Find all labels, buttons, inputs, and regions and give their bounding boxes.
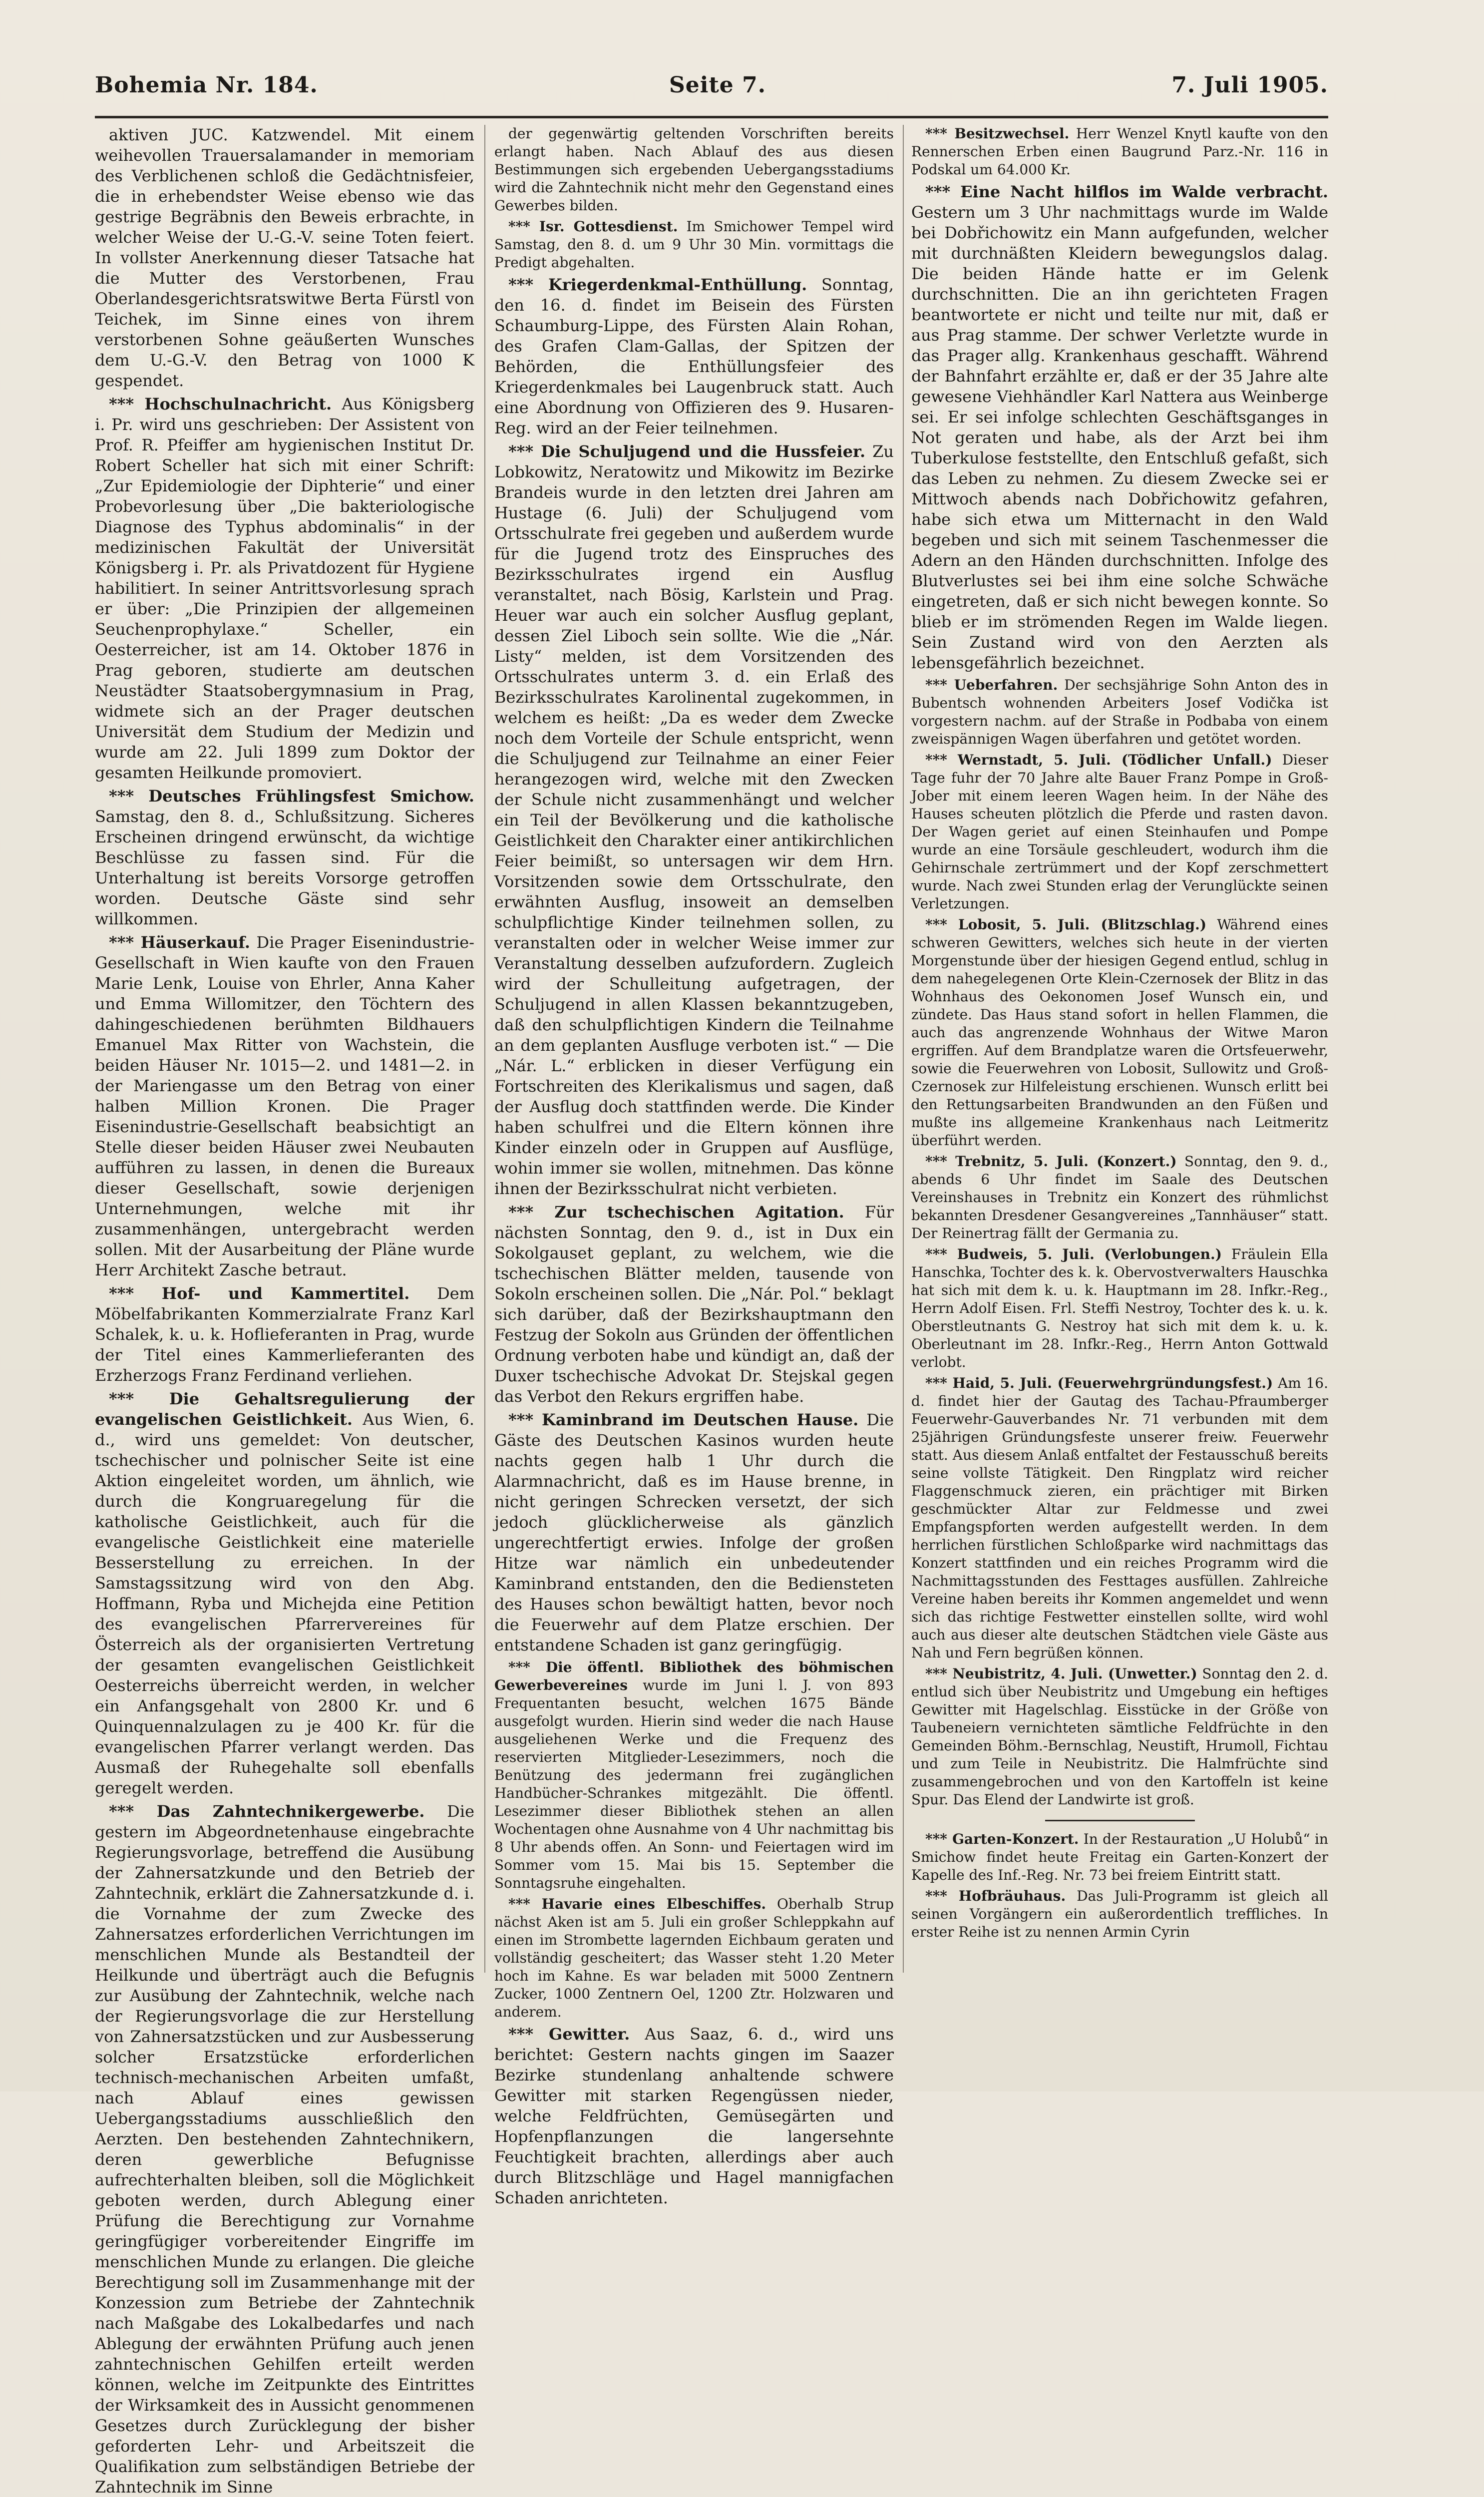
item-text: Dieser Tage fuhr der 70 Jahre alte Bauer Franz Pompe in Groß-Jober mit einem leeren Wagen heim. In der Nähe des Hauses scheuten plötzlich die Pferde und rasten davon. Der Wagen geriet auf einen Steinhaufen und Pompe wurde an eine Torsäule geschleudert, wodurch ihm die Gehirnschale zertrümmert und der Kopf zerschmettert wurde. Nach zwei Stunden erlag der Verunglückte seinen Verletzungen.: [911, 752, 1328, 912]
item-headline: Haid, 5. Juli. (Feuerwehrgründungsfest.): [952, 1375, 1273, 1391]
column-divider: [484, 125, 485, 1973]
news-item: [911, 1246, 1328, 1371]
news-item: [911, 125, 1328, 179]
item-marker: ***: [508, 2025, 549, 2044]
news-item: [494, 1895, 894, 2021]
item-text: Aus Saaz, 6. d., wird uns berichtet: Gestern nachts gingen im Saazer Bezirke stundenlang anhaltende schwere Gewitter mit starken Regengüssen nieder, welche Feldfrüchten, Gemüsegärten und Hopfenpflanzungen die langersehnte Feuchtigkeit brachten, allerdings aber auch durch Blitzschläge und Hagel mannigfachen Schaden anrichteten.: [494, 2025, 894, 2207]
item-marker: ***: [109, 1802, 157, 1821]
page-number: Seite 7.: [669, 72, 766, 98]
news-item: [494, 441, 894, 1199]
item-text: der gegenwärtig geltenden Vorschriften bereits erlangt haben. Nach Ablauf des aus diesen Bestimmungen sich ergebenden Uebergangsstadiums wird die Zahntechnik nicht mehr den Gegenstand eines Gewerbes bilden.: [494, 125, 894, 214]
item-text: Gestern um 3 Uhr nachmittags wurde im Walde bei Dobřichowitz ein Mann aufgefunden, welcher mit durchnäßten Kleidern bewegungslos dalag. Die beiden Hände hatte er im Gelenk durchschnitten. Die an ihn gerichteten Fragen beantwortete er nicht und teilte nur mit, daß er aus Prag stamme. Der schwer Verletzte wurde in das Prager allg. Krankenhaus geschafft. Während der Bahnfahrt erzählte er, daß er der 35 Jahre alte gewesene Viehhändler Karl Nattera aus Weinberge sei. Er sei infolge schlechten Geschäftsganges in Not geraten und habe, als der Arzt bei ihm Tuberkulose feststellte, den Entschluß gefaßt, sich das Leben zu nehmen. Zu diesem Zwecke sei er Mittwoch abends nach Dobřichowitz gefahren, habe sich etwa um Mitternacht in den Wald begeben und sich mit seinem Taschenmesser die Adern an den Händen durchschnitten. Infolge des Blutverlustes sei bei ihm eine solche Schwäche eingetreten, daß er sich nicht bewegen konnte. So blieb er im strömenden Regen im Walde liegen. Sein Zustand wird von den Aerzten als lebensgefährlich bezeichnet.: [911, 203, 1328, 672]
item-marker: ***: [508, 218, 539, 235]
item-text: Während eines schweren Gewitters, welches sich heute in der vierten Morgenstunde über der hiesigen Gegend entlud, schlug in dem nahegelegenen Orte Klein-Czernosek der Blitz in das Wohnhaus des Oekonomen Josef Wunsch ein, und zündete. Das Haus stand sofort in hellen Flammen, die auch das angrenzende Wohnhaus der Witwe Maron ergriffen. Auf dem Brandplatze waren die Ortsfeuerwehr, sowie die Feuerwehren von Lobosit, Sullowitz und Groß-Czernosek zur Hilfeleistung erschienen. Wunsch erlitt bei den Rettungsarbeiten Brandwunden an den Füßen und mußte ins allgemeine Krankenhaus nach Leitmeritz überführt werden.: [911, 916, 1328, 1149]
item-headline: Die öffentl. Bibliothek des böhmischen Gewerbevereines: [494, 1659, 894, 1693]
item-marker: ***: [109, 787, 149, 806]
item-text: Aus Königsberg i. Pr. wird uns geschrieben: Der Assistent von Prof. R. Pfeiffer am hygienischen Institut Dr. Robert Scheller hat sich mit einer Schrift: „Zur Epidemiologie der Diphterie“ und einer Probevorlesung über „Die bakteriologische Diagnose des Typhus abdominalis“ in der medizinischen Fakultät der Universität Königsberg i. Pr. als Privatdozent für Hygiene habilitiert. In seiner Antrittsvorlesung sprach er über: „Die Prinzipien der allgemeinen Seuchenprophylaxe.“ Scheller, ein Oesterreicher, ist am 14. Oktober 1876 in Prag geboren, studierte am deutschen Neustädter Staatsobergymnasium in Prag, widmete sich an der Prager deutschen Universität dem Studium der Medizin und wurde am 22. Juli 1899 zum Doktor der gesamten Heilkunde promoviert.: [95, 395, 474, 782]
item-marker: ***: [925, 677, 954, 693]
item-marker: ***: [925, 916, 958, 933]
news-item: [494, 275, 894, 438]
item-text: Für nächsten Sonntag, den 9. d., ist in Dux ein Sokolgauset geplant, zu welchem, wie die tschechischen Blätter melden, tausende von Sokoln erscheinen sollen. Die „Nár. Pol.“ beklagt sich darüber, daß der Bezirkshauptmann den Festzug der Sokoln aus Gründen der öffentlichen Ordnung verboten habe und kündigt an, daß der Duxer tschechische Advokat Dr. Stejskal gegen das Verbot den Rekurs ergriffen habe.: [494, 1203, 894, 1406]
column-left: [95, 125, 475, 2497]
item-headline: Kriegerdenkmal-Enthüllung.: [548, 275, 807, 294]
header-rule: [95, 116, 1328, 118]
item-headline: Die Schuljugend und die Hussfeier.: [541, 442, 866, 461]
item-headline: Eine Nacht hilflos im Walde verbracht.: [960, 182, 1329, 201]
news-item: [95, 786, 474, 929]
item-marker: ***: [925, 752, 958, 768]
item-marker: ***: [109, 1284, 162, 1303]
news-item: [911, 1887, 1328, 1941]
item-marker: ***: [925, 1375, 953, 1391]
item-text: Fräulein Ella Hanschka, Tochter des k. k. Obervostverwalters Hauschka hat sich mit dem k. u. k. Hauptmann im 28. Infkr.-Reg., Herrn Adolf Eisen. Frl. Steffi Nestroy, Tochter des k. u. k. Oberstleutnants G. Nestroy hat sich mit dem k. u. k. Oberleutnant im 28. Infkr.-Reg., Herrn Anton Gottwald verlobt.: [911, 1246, 1328, 1370]
news-item: [911, 676, 1328, 748]
item-text: Am 16. d. findet hier der Gautag des Tachau-Pfraumberger Feuerwehr-Gauverbandes Nr. 71 verbunden mit dem 25jährigen Gründungsfeste unserer freiw. Feuerwehr statt. Aus diesem Anlaß entfaltet der Festausschuß bereits seine vollste Tätigkeit. Den Ringplatz wird reicher Flaggenschmuck zieren, ein prächtiger mit Birken geschmückter Altar zur Feldmesse und zwei Empfangspforten werden aufgestellt werden. In dem herrlichen fürstlichen Schloßparke wird nachmittags das Konzert stattfinden und ein reiches Programm wird die Nachmittagsstunden des Festtages ausfüllen. Zahlreiche Vereine haben bereits ihr Kommen angemeldet und wenn sich das richtige Festwetter einstellen sollte, wird wohl auch aus dieser alte deutschen Städtchen viele Gäste aus Nah und Fern begrüßen können.: [911, 1375, 1328, 1661]
item-text: Zu Lobkowitz, Neratowitz und Mikowitz im Bezirke Brandeis wurde in den letzten drei Jahren am Hustage (6. Juli) der Schuljugend vom Ortsschulrate frei gegeben und außerdem wurde für die Jugend trotz des Einspruches des Bezirksschulrates irgend ein Ausflug veranstaltet, nach Bösig, Karlstein und Prag. Heuer war auch ein solcher Ausflug geplant, dessen Ziel Liboch sein sollte. Wie die „Nár. Listy“ melden, ist dem Vorsitzenden des Ortsschulrates unterm 3. d. ein Erlaß des Bezirksschulrates Karolinental zugekommen, in welchem es heißt: „Da es weder dem Zwecke noch dem Vorteile der Schule entspricht, wenn die Schuljugend zur Teilnahme an einer Feier herangezogen wird, welche mit den Zwecken der Schule nicht zusammenhängt und welcher ein Teil der Bevölkerung und die katholische Geistlichkeit den Charakter einer antikirchlichen Feier beimißt, so untersagen wir dem Hrn. Vorsitzenden sowie dem Ortsschulrate, den erwähnten Ausflug, insoweit an demselben schulpflichtige Kinder teilnehmen sollen, zu veranstalten oder in welcher Weise immer zur Veranstaltung desselben aufzufordern. Zugleich wird der Schulleitung aufgetragen, der Schuljugend in allen Klassen bekanntzugeben, daß den schulpflichtigen Kindern die Teilnahme an dem geplanten Ausfluge verboten ist.“ — Die „Nár. L.“ erblicken in dieser Verfügung ein Fortschreiten des Klerikalismus und sagen, daß der Ausflug doch stattfinden werde. Die Kinder haben schulfrei und die Eltern können ihre Kinder einzeln oder in Gruppen auf Ausflüge, wohin immer sie wollen, mitnehmen. Das könne ihnen der Bezirksschulrat nicht verbieten.: [494, 442, 894, 1198]
news-item: [911, 916, 1328, 1150]
item-text: Herr Wenzel Knytl kaufte von den Rennerschen Erben einen Baugrund Parz.-Nr. 116 in Podskal um 64.000 Kr.: [911, 125, 1328, 178]
news-item: [911, 1153, 1328, 1243]
news-item: [494, 1202, 894, 1407]
item-text: Die Gäste des Deutschen Kasinos wurden heute nachts gegen halb 1 Uhr durch die Alarmnachricht, daß es im Hause brenne, in nicht geringen Schrecken versetzt, der sich jedoch glücklicherweise als gänzlich ungerechtfertigt erwies. Infolge der großen Hitze war nämlich ein unbedeutender Kaminbrand entstanden, den die Bediensteten des Hauses schon bewältigt hatten, bevor noch die Feuerwehr auf dem Platze erschien. Der entstandene Schaden ist ganz geringfügig.: [494, 1410, 894, 1655]
item-headline: Häuserkauf.: [140, 933, 251, 952]
item-marker: ***: [925, 125, 955, 142]
item-headline: Garten-Konzert.: [952, 1831, 1079, 1847]
news-item: [494, 218, 894, 272]
item-headline: Das Zahntechnikergewerbe.: [156, 1802, 425, 1821]
item-marker: ***: [508, 1659, 546, 1675]
news-item: [95, 394, 474, 783]
item-text: aktiven JUC. Katzwendel. Mit einem weihevollen Trauersalamander in memoriam des Verblichenen schloß die Gedächtnisfeier, die in erhebendster Weise ebenso wie das gestrige Begräbnis den Beweis erbrachte, in welcher Weise der U.-G.-V. seine Toten feiert. In vollster Anerkennung dieser Tatsache hat die Mutter des Verstorbenen, Frau Oberlandesgerichtsratswitwe Berta Fürstl von Teichek, im Sinne eines von ihrem verstorbenen Sohne geäußerten Wunsches dem U.-G.-V. den Betrag von 1000 K gespendet.: [95, 125, 474, 390]
column-middle: [494, 125, 894, 2207]
item-text: Sonntag, den 9. d., abends 6 Uhr findet im Saale des Deutschen Vereinshauses in Trebnitz ein Konzert des rühmlichst bekannten Dresdener Gesangvereines „Tannhäuser“ statt. Der Reinertrag fällt der Germania zu.: [911, 1153, 1328, 1242]
item-marker: ***: [508, 1410, 542, 1429]
item-marker: ***: [109, 395, 145, 414]
news-item: [911, 1374, 1328, 1662]
page-header: [95, 72, 1328, 107]
item-headline: Gewitter.: [549, 2025, 630, 2044]
news-item: [911, 751, 1328, 913]
item-text: Das Juli-Programm ist gleich all seinen Vorgängern ein außerordentlich treffliches. In erster Reihe ist zu nennen Armin Cyrin: [911, 1888, 1328, 1940]
news-item: [95, 125, 474, 391]
item-headline: Trebnitz, 5. Juli. (Konzert.): [955, 1153, 1177, 1170]
issue-date: 7. Juli 1905.: [1171, 72, 1328, 98]
item-text: Sonntag, den 16. d. findet im Beisein des Fürsten Schaumburg-Lippe, des Fürsten Alain Rohan, des Grafen Clam-Gallas, der Spitzen der Behörden, die Enthüllungsfeier des Kriegerdenkmales bei Laugenbruck statt. Auch eine Abordnung von Offizieren des 9. Husaren-Reg. wird an der Feier teilnehmen.: [494, 275, 894, 437]
item-marker: ***: [508, 442, 541, 461]
news-item: [95, 932, 474, 1280]
item-text: wurde im Juni l. J. von 893 Frequentanten besucht, welchen 1675 Bände ausgefolgt wurden. Hierin sind weder die nach Hause ausgeliehenen Werke und die Frequenz des reservierten Mitglieder-Lesezimmers, noch die Benützung des jedermann frei zugänglichen Handbücher-Schrankes mitgezählt. Die öffentl. Lesezimmer dieser Bibliothek stehen an allen Wochentagen ohne Ausnahme von 4 Uhr nachmittag bis 8 Uhr abends offen. An Sonn- und Feiertagen wird im Sommer vom 15. Mai bis 15. September die Sonntagsruhe eingehalten.: [494, 1677, 894, 1891]
item-headline: Zur tschechischen Agitation.: [554, 1203, 844, 1222]
item-headline: Ueberfahren.: [954, 677, 1058, 693]
item-marker: ***: [925, 1888, 959, 1904]
item-headline: Isr. Gottesdienst.: [539, 218, 678, 235]
item-text: Die Prager Eisenindustrie-Gesellschaft in Wien kaufte von den Frauen Marie Lenk, Louise von Ehrler, Anna Kaher und Emma Willomitzer, den Töchtern des dahingeschiedenen berühmten Bildhauers Emanuel Max Ritter von Wachstein, die beiden Häuser Nr. 1015—2. und 1481—2. in der Mariengasse um den Betrag von einer halben Million Kronen. Die Prager Eisenindustrie-Gesellschaft beabsichtigt an Stelle dieser beiden Häuser zwei Neubauten aufführen zu lassen, in denen die Bureaux dieser Gesellschaft, sowie derjenigen Unternehmungen, welche mit ihr zusammenhängen, untergebracht werden sollen. Mit der Ausarbeitung der Pläne wurde Herr Architekt Zasche betraut.: [95, 933, 475, 1279]
news-item: [494, 2024, 894, 2208]
masthead-issue: Bohemia Nr. 184.: [95, 72, 318, 98]
item-marker: ***: [109, 1389, 169, 1408]
column-divider: [903, 125, 904, 1973]
news-item: [95, 1801, 474, 2497]
item-text: Dem Möbelfabrikanten Kommerzialrate Franz Karl Schalek, k. u. k. Hoflieferanten in Prag, wurde der Titel eines Kammerlieferanten des Erzherzogs Franz Ferdinand verliehen.: [95, 1284, 475, 1385]
item-headline: Lobosit, 5. Juli. (Blitzschlag.): [958, 916, 1207, 933]
item-text: Die gestern im Abgeordnetenhause eingebrachte Regierungsvorlage, betreffend die Ausübung der Zahnersatzkunde und den Betrieb der Zahntechnik, erklärt die Zahnersatzkunde d. i. die Vornahme der zum Zwecke des Zahnersatzes erforderlichen Verrichtungen im menschlichen Munde als Bestandteil der Heilkunde und überträgt auch die Befugnis zur Ausübung der Zahntechnik, welche nach der Regierungsvorlage die zur Herstellung von Zahnersatzstücken und zur Ausbesserung solcher Ersatzstücke erforderlichen technisch-mechanischen Arbeiten umfaßt, nach Ablauf eines gewissen Uebergangsstadiums ausschließlich den Aerzten. Den bestehenden Zahntechnikern, deren gewerbliche Befugnisse aufrechterhalten bleiben, soll die Möglichkeit geboten werden, durch Ablegung einer Prüfung die Berechtigung zur Vornahme geringfügiger vorbereitender Eingriffe im menschlichen Munde zu erlangen. Die gleiche Berechtigung soll im Zusammenhange mit der Konzession zum Betriebe der Zahntechnik nach Maßgabe des Lokalbedarfes und nach Ablegung der erwähnten Prüfung auch jenen zahntechnischen Gehilfen erteilt werden können, welche im Zeitpunkte des Eintrittes der Wirksamkeit des in Aussicht genommenen Gesetzes durch Zurücklegung der bisher geforderten Lehr- und Arbeitszeit die Qualifikation zum selbständigen Betriebe der Zahntechnik im Sinne: [95, 1802, 474, 2497]
item-text: Im Smichower Tempel wird Samstag, den 8. d. um 9 Uhr 30 Min. vormittags die Predigt abgehalten.: [494, 218, 894, 271]
item-text: Oberhalb Strup nächst Aken ist am 5. Juli ein großer Schleppkahn auf einen im Strombette lagernden Eichbaum geraten und vollständig gescheitert; das Wasser steht 1.20 Meter hoch im Kahne. Es war beladen mit 5000 Zentnern Zucker, 1000 Zentnern Oel, 1200 Ztr. Holzwaren und anderem.: [494, 1896, 894, 2020]
item-headline: Neubistritz, 4. Juli. (Unwetter.): [952, 1665, 1197, 1682]
item-headline: Hof- und Kammertitel.: [161, 1284, 410, 1303]
item-text: Aus Wien, 6. d., wird uns gemeldet: Von deutscher, tschechischer und polnischer Seite ist eine Aktion eingeleitet worden, um ähnlich, wie durch die Kongruaregelung für die katholische Geistlichkeit, auch für die evangelische Geistlichkeit eine materielle Besserstellung zu erreichen. In der Samstagssitzung wird von den Abg. Hoffmann, Ryba und Michejda eine Petition des evangelischen Pfarrervereines für Österreich als der organisierten Vertretung der gesamten evangelischen Geistlichkeit Oesterreichs überreicht werden, in welcher ein Anfangsgehalt von 2800 Kr. und 6 Quinquennalzulagen zu je 400 Kr. für die evangelischen Pfarrer verlangt werden. Das Ausmaß der Ruhegehalte soll ebenfalls geregelt werden.: [95, 1410, 474, 1797]
item-marker: ***: [925, 1153, 956, 1170]
news-item: [494, 1659, 894, 1892]
item-headline: Besitzwechsel.: [954, 125, 1070, 142]
item-headline: Deutsches Frühlingsfest Smichow.: [148, 787, 474, 806]
item-marker: ***: [109, 933, 141, 952]
news-item: [494, 1410, 894, 1656]
news-item: [95, 1389, 474, 1798]
item-headline: Hochschulnachricht.: [144, 395, 332, 414]
item-marker: ***: [925, 1665, 953, 1682]
item-headline: Kaminbrand im Deutschen Hause.: [542, 1410, 859, 1429]
item-marker: ***: [925, 1831, 953, 1847]
item-headline: Die Gehaltsregulierung der evangelischen Geistlichkeit.: [95, 1389, 475, 1429]
news-item: [494, 125, 894, 215]
item-text: In der Restauration „U Holubů“ in Smichow findet heute Freitag ein Garten-Konzert der Kapelle des Inf.-Reg. Nr. 73 bei freiem Eintritt statt.: [911, 1831, 1328, 1883]
item-marker: ***: [925, 1246, 957, 1262]
item-text: Sonntag den 2. d. entlud sich über Neubistritz und Umgebung ein heftiges Gewitter mit Hagelschlag. Eisstücke in der Größe von Taubeneiern vernichteten sämtliche Feldfrüchte in den Gemeinden Böhm.-Bernschlag, Neustift, Hrumoll, Fichtau und zum Teile in Neubistritz. Die Halmfrüchte sind zusammengebrochen und von den Kartoffeln ist keine Spur. Das Elend der Landwirte ist groß.: [911, 1665, 1328, 1808]
item-marker: ***: [925, 182, 961, 201]
news-item: [911, 182, 1328, 673]
section-separator: [1045, 1820, 1195, 1821]
news-item: [95, 1283, 474, 1386]
item-text: Samstag, den 8. d., Schlußsitzung. Sicheres Erscheinen dringend erwünscht, da wichtige Beschlüsse zu fassen sind. Für die Unterhaltung ist bereits Vorsorge getroffen worden. Deutsche Gäste sind sehr willkommen.: [95, 807, 474, 928]
news-item: [911, 1665, 1328, 1809]
item-text: Der sechsjährige Sohn Anton des in Bubentsch wohnenden Arbeiters Josef Vodička ist vorgestern nachm. auf der Straße in Podbaba von einem zweispännigen Wagen überfahren und getötet worden.: [911, 677, 1328, 747]
item-headline: Wernstadt, 5. Juli. (Tödlicher Unfall.): [957, 752, 1272, 768]
item-marker: ***: [508, 1896, 542, 1912]
news-item: [911, 1830, 1328, 1884]
item-marker: ***: [508, 275, 548, 294]
item-headline: Havarie eines Elbeschiffes.: [541, 1896, 766, 1912]
item-headline: Hofbräuhaus.: [958, 1888, 1066, 1904]
column-right: [911, 125, 1328, 2003]
item-headline: Budweis, 5. Juli. (Verlobungen.): [957, 1246, 1222, 1262]
item-marker: ***: [508, 1203, 555, 1222]
